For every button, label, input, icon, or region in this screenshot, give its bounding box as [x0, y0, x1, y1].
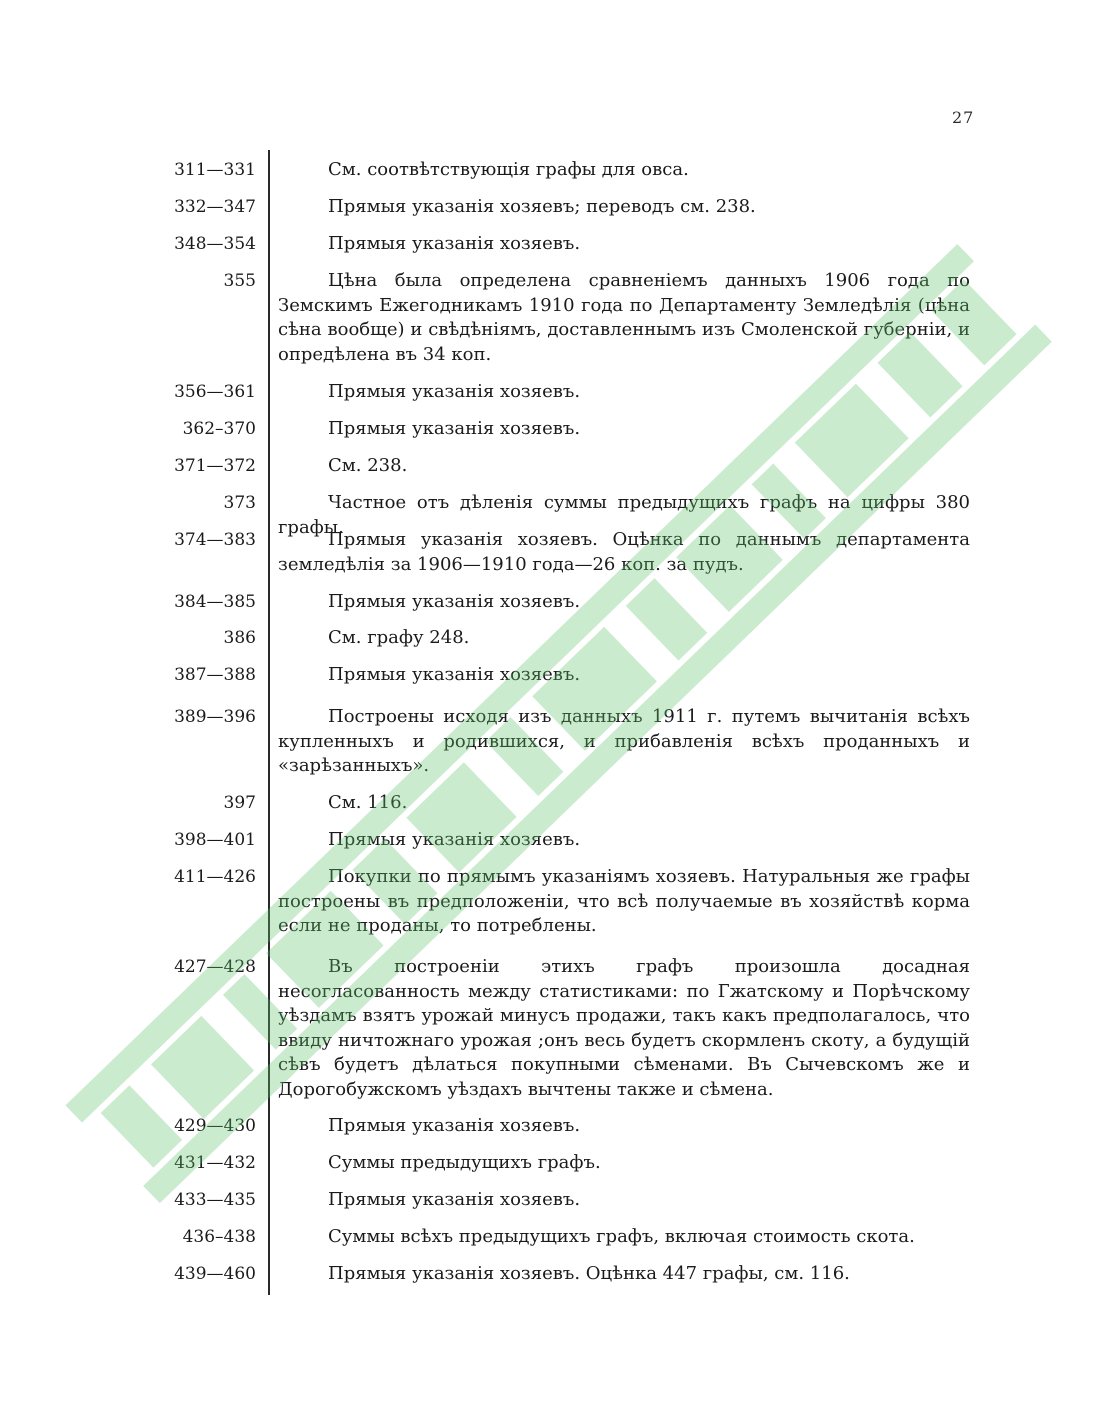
row-text: Прямыя указанія хозяевъ.	[328, 233, 581, 254]
row-text: Прямыя указанія хозяевъ.	[328, 1189, 581, 1210]
row-text: См. 238.	[328, 455, 408, 476]
row-text: Прямыя указанія хозяевъ.	[328, 591, 581, 612]
row-text: Прямыя указанія хозяевъ.	[328, 664, 581, 685]
row-text: Частное отъ дѣленія суммы предыдущихъ графъ на цифры 380 графы.	[278, 492, 970, 538]
graph-number: 389—396	[174, 707, 256, 727]
graph-number: 397	[223, 793, 256, 813]
graph-number: 355	[223, 271, 256, 291]
graph-number: 431—432	[174, 1153, 256, 1173]
graph-number: 384—385	[174, 592, 256, 612]
graph-number: 429—430	[174, 1116, 256, 1136]
row-text: Суммы всѣхъ предыдущихъ графъ, включая стоимость скота.	[328, 1226, 915, 1247]
graph-number: 398—401	[174, 830, 256, 850]
row-text: Прямыя указанія хозяевъ.	[328, 418, 581, 439]
row-text: Цѣна была определена сравненіемъ данныхъ 1906 года по Земскимъ Ежегодникамъ 1910 года по Департаменту Земледѣлія (цѣна сѣна вообще) и свѣдѣніямъ, доставленнымъ изъ Смоленской губерніи, и опредѣлена въ 34 коп.	[278, 270, 970, 365]
column-divider	[268, 150, 270, 1295]
graph-number: 373	[223, 493, 256, 513]
row-text: Покупки по прямымъ указаніямъ хозяевъ. Натуральныя же графы построены въ предположеніи, что всѣ получаемые въ хозяйствѣ корма если не проданы, то потреблены.	[278, 866, 970, 936]
row-text: Прямыя указанія хозяевъ.	[328, 1115, 581, 1136]
graph-number: 387—388	[174, 665, 256, 685]
graph-number: 436–438	[182, 1227, 256, 1247]
graph-number: 311—331	[174, 160, 256, 180]
row-text: Прямыя указанія хозяевъ; переводъ см. 238.	[328, 196, 756, 217]
row-text: См. 116.	[328, 792, 408, 813]
graph-number: 411—426	[174, 867, 256, 887]
row-text: Построены исходя изъ данныхъ 1911 г. путемъ вычитанія всѣхъ купленныхъ и родившихся, и прибавленія всѣхъ проданныхъ и «зарѣзанныхъ».	[278, 706, 970, 776]
row-text: Прямыя указанія хозяевъ. Оцѣнка 447 графы, см. 116.	[328, 1263, 850, 1284]
graph-number: 371—372	[174, 456, 256, 476]
row-text: См. соотвѣтствующія графы для овса.	[328, 159, 689, 180]
page-number: 27	[952, 108, 975, 127]
graph-number: 433—435	[174, 1190, 256, 1210]
graph-number: 332—347	[174, 197, 256, 217]
row-text: Суммы предыдущихъ графъ.	[328, 1152, 601, 1173]
row-text: Прямыя указанія хозяевъ. Оцѣнка по даннымъ департамента земледѣлія за 1906—1910 года—26 коп. за пудъ.	[278, 529, 970, 575]
graph-number: 427—428	[174, 957, 256, 977]
row-text: См. графу 248.	[328, 627, 470, 648]
graph-number: 374—383	[174, 530, 256, 550]
row-text: Въ построеніи этихъ графъ произошла досадная несогласованность между статистиками: по Гжатскому и Порѣчскому уѣздамъ взятъ урожай минусъ продажи, такъ какъ предполагалось, что ввиду ничтожнаго урожая ;онъ весь будетъ скормленъ скоту, а будущій сѣвъ будетъ дѣлаться покупными сѣменами. Въ Сычевскомъ же и Дорогобужскомъ уѣздахъ вычтены также и сѣмена.	[278, 956, 970, 1100]
graph-number: 439—460	[174, 1264, 256, 1284]
graph-number: 348—354	[174, 234, 256, 254]
row-text: Прямыя указанія хозяевъ.	[328, 829, 581, 850]
graph-number: 356—361	[174, 382, 256, 402]
graph-number: 386	[223, 628, 256, 648]
graph-number: 362–370	[182, 419, 256, 439]
row-text: Прямыя указанія хозяевъ.	[328, 381, 581, 402]
